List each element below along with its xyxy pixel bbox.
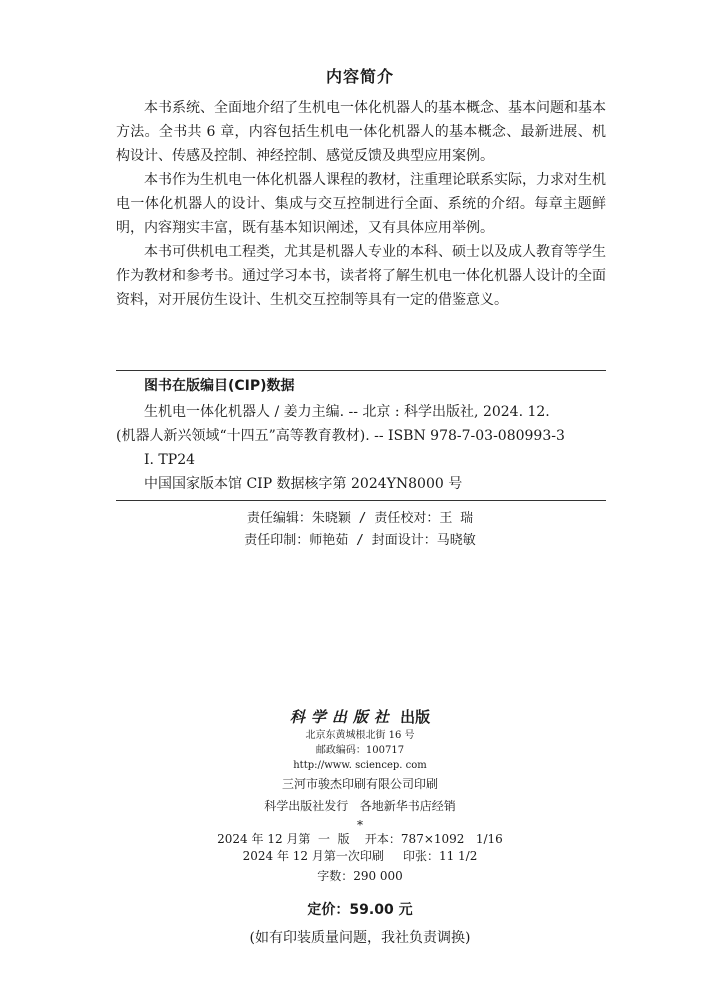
summary-text [116,96,606,312]
editors-line-1: 责任编辑：朱晓颖 / 责任校对：王 瑞 [246,511,474,526]
word-count: 字数：290 000 [317,869,403,883]
cip-line-title-author: 生机电一体化机器人 / 姜力主编. -- 北京 : 科学出版社, 2024. 12. [144,404,550,420]
publisher-block [0,706,720,949]
cip-line-series-isbn: (机器人新兴领域“十四五”高等教育教材). -- ISBN 978-7-03-080993-3 [116,428,565,444]
editors-block [0,508,720,552]
printer-line: 三河市骏杰印刷有限公司印刷 [281,777,438,791]
cip-block [116,370,606,501]
publisher-name [0,706,720,728]
price: 定价：59.00 元 [307,902,413,918]
summary-paragraph-3: 本书可供机电工程类，尤其是机器人专业的本科、硕士以及成人教育等学生作为教材和参考书。通过学习本书，读者将了解生机电一体化机器人设计的全面资料，对开展仿生设计、生机交互控制等具有一定的借鉴意义。 [116,244,606,308]
quality-note: (如有印装质量问题，我社负责调换) [249,930,471,946]
publisher-website: http://www. sciencep. com [293,760,427,771]
summary-paragraph-1: 本书系统、全面地介绍了生机电一体化机器人的基本概念、基本问题和基本方法。全书共 6 章，内容包括生机电一体化机器人的基本概念、最新进展、机构设计、传感及控制、神经控制、感觉反馈及典型应用案例。 [116,100,606,164]
distribution-line: 科学出版社发行 各地新华书店经销 [264,799,456,813]
summary-paragraph-2: 本书作为生机电一体化机器人课程的教材，注重理论联系实际，力求对生机电一体化机器人的设计、集成与交互控制进行全面、系统的介绍。每章主题鲜明，内容翔实丰富，既有基本知识阐述，又有具体应用举例。 [116,172,606,236]
publisher-logo-text: 科学出版社 [289,708,395,726]
separator-star: * [357,818,363,832]
edition-line: 2024 年 12 月第 一 版 开本：787×1092 1/16 [217,832,503,846]
cip-title: 图书在版编目(CIP)数据 [144,378,295,394]
publisher-name-suffix: 出版 [400,708,431,726]
cip-line-record-number: 中国国家版本馆 CIP 数据核字第 2024YN8000 号 [144,476,463,492]
summary-title: 内容简介 [325,67,394,86]
publisher-postcode: 邮政编码：100717 [315,745,405,756]
publisher-address: 北京东黄城根北街 16 号 [305,730,415,741]
printing-line: 2024 年 12 月第一次印刷 印张：11 1/2 [242,849,478,863]
cip-line-classification: Ⅰ. TP24 [144,452,196,468]
editors-line-2: 责任印制：师艳茹 / 封面设计：马晓敏 [244,533,476,548]
